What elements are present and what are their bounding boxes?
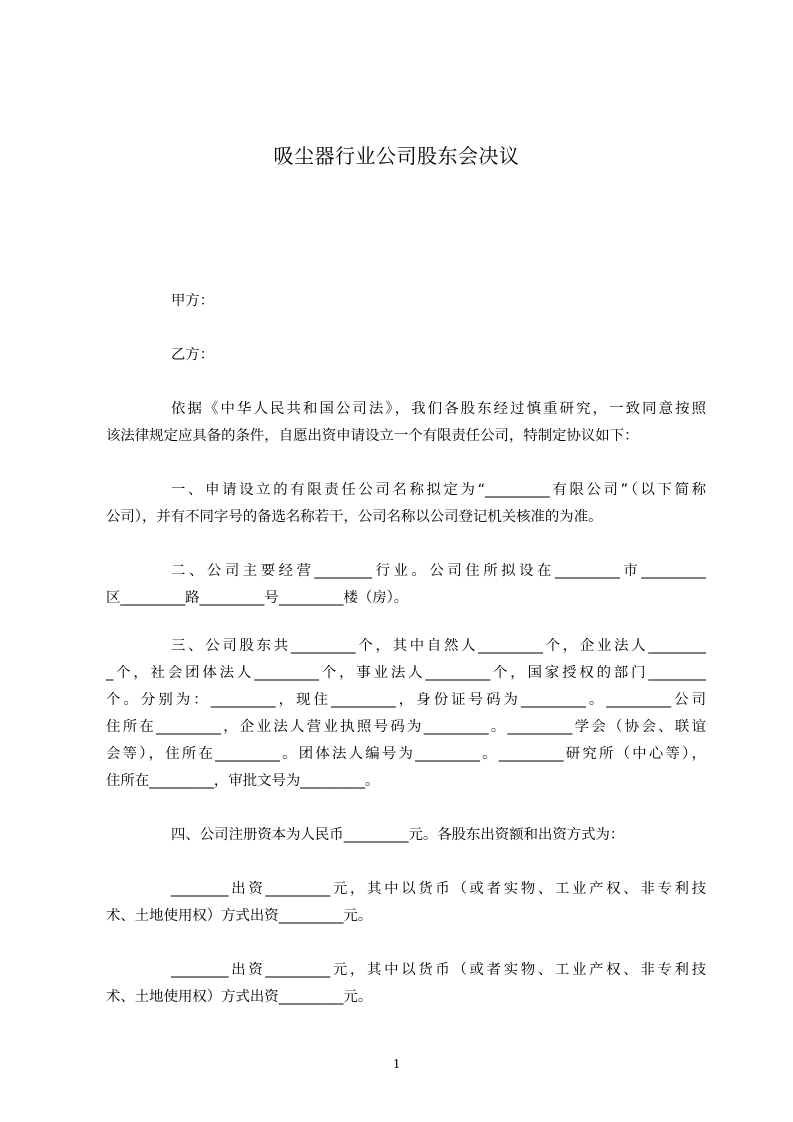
preamble-line-1: 依据《中华人民共和国公司法》，我们各股东经过慎重研究，一致同意按照 [171,401,706,417]
clause-1-line-2: 公司），并有不同字号的备选名称若干，公司名称以公司登记机关核准的为准。 [106,509,603,525]
preamble-line-2: 该法律规定应具备的条件，自愿出资申请设立一个有限责任公司，特制定协议如下： [106,428,639,444]
contribution-1-line-2: 术、土地使用权）方式出资_________元。 [106,908,373,924]
clause-3-line-1: 三、公司股东共_________个，其中自然人_________个，企业法人________ [171,638,706,654]
party-a-line: 甲方： [171,293,215,309]
contribution-1-line-1: ________出资_________元，其中以货币（或者实物、工业产权、非专利技 [171,881,706,897]
clause-3-line-2: _个，社会团体法人_________个，事业法人_________个，国家授权的部门________ [106,665,706,681]
document-title: 吸尘器行业公司股东会决议 [273,144,520,168]
contribution-2-line-2: 术、土地使用权）方式出资_________元。 [106,989,373,1005]
party-b-line: 乙方： [171,347,215,363]
clause-3-line-5: 会等），住所在_________。团体法人编号为_________。_________研究所（中心等）， [106,746,706,762]
clause-2-line-2: 区_________路_________号_________楼（房）。 [106,590,409,606]
clause-3-line-4: 住所在_________，企业法人营业执照号码为_________。_________学会（协会、联谊 [106,719,706,735]
clause-1-line-1: 一、申请设立的有限责任公司名称拟定为“_________有限公司”（以下简称 [171,482,706,498]
clause-4-line-1: 四、公司注册资本为人民币_________元。各股东出资额和出资方式为： [171,827,625,843]
page-number: 1 [393,1057,400,1072]
clause-3-line-3: 个。分别为：_________，现住_________，身份证号码为_________。_________公司 [106,692,706,708]
contribution-2-line-1: ________出资_________元，其中以货币（或者实物、工业产权、非专利技 [171,962,706,978]
clause-2-line-1: 二、公司主要经营________行业。公司住所拟设在_________市_________ [171,563,706,579]
clause-3-line-6: 住所在_________，审批文号为_________。 [106,773,380,789]
